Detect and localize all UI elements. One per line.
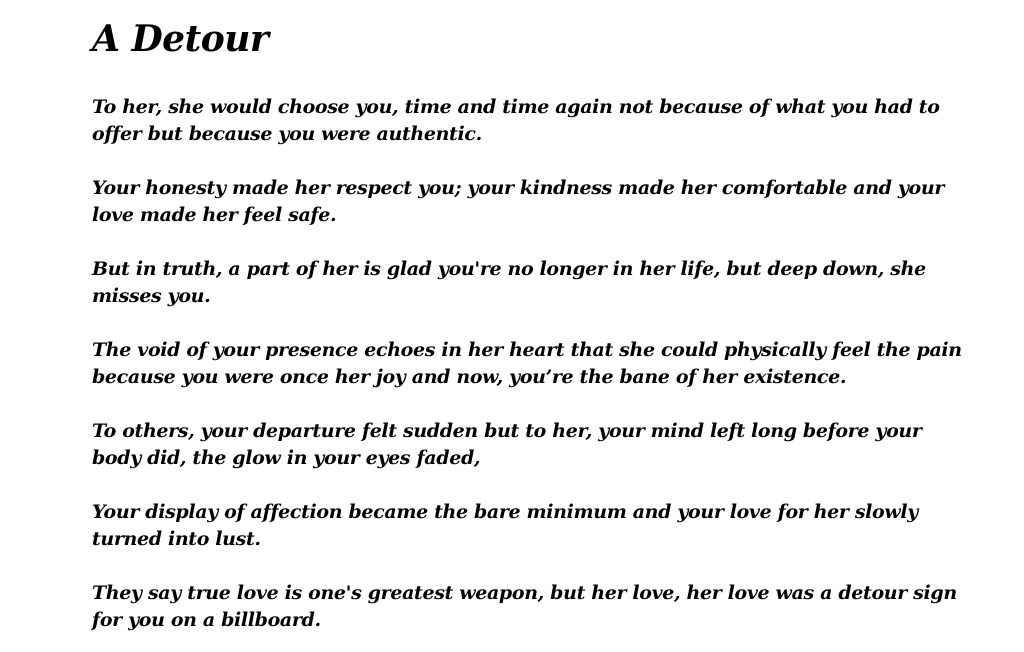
paragraph-6: Your display of affection became the bare minimum and your love for her slowly turned into lust. [92,501,918,550]
paragraph-4: The void of your presence echoes in her heart that she could physically feel the pain because you were once her joy and now, you’re the bane of her existence. [92,339,962,388]
paragraph-2: Your honesty made her respect you; your kindness made her comfortable and your love made her feel safe. [92,177,944,226]
paragraph-3: But in truth, a part of her is glad you're no longer in her life, but deep down, she misses you. [92,258,926,307]
paragraph-5: To others, your departure felt sudden but to her, your mind left long before your body did, the glow in your eyes faded, [92,420,922,469]
paragraph-1: To her, she would choose you, time and time again not because of what you had to offer but because you were authentic. [92,96,940,145]
document-body [92,94,972,634]
paragraph-7: They say true love is one's greatest weapon, but her love, her love was a detour sign for you on a billboard. [92,582,957,631]
document-page [92,16,972,634]
document-title: A Detour [92,18,269,60]
